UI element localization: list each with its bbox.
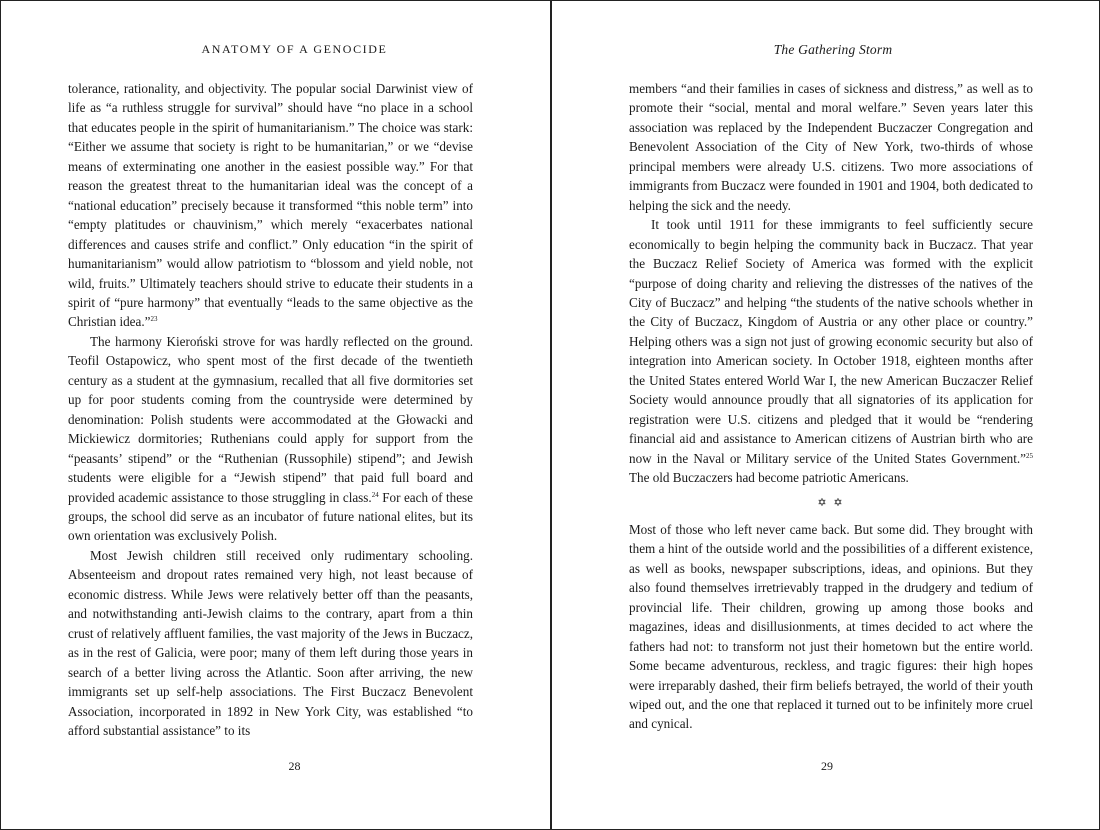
paragraph: [68, 332, 473, 546]
running-head-right: The Gathering Storm: [773, 42, 893, 57]
paragraph: [629, 79, 1033, 215]
paragraph-text: The harmony Kieroński strove for was hardly reflected on the ground. Teofil Ostapowicz, who spent most of the first decade of the twentieth century as a student at the gymnasium, recalled that all five dormitories set up for poor students coming from the countryside were determined by denomination: Polish students were accommodated at the Głowacki and Mickiewicz dormitories; Ruthenians could apply for support from the “peasants’ stipend” or the “Ruthenian (Russophile) stipend”; and Jewish students were eligible for a “Jewish stipend” that paid full board and provided academic assistance to those struggling in class.: [68, 333, 473, 505]
paragraph-text: For each of these groups, the school did serve as an incubator of future national elites, but its own orientation was exclusively Polish.: [68, 489, 473, 544]
paragraph-text: members “and their families in cases of sickness and distress,” as well as to promote their “social, mental and moral welfare.” Seven years later this association was replaced by the Independent Buczaczer Congregation and Benevolent Association of the City of New York, two-thirds of whose principal members were already U.S. citizens. Two more associations of immigrants from Buczacz were founded in 1901 and 1904, both dedicated to helping the sick and the needy.: [629, 81, 1033, 213]
right-page-body: [629, 79, 1033, 734]
footnote-ref-25[interactable]: 25: [1026, 451, 1033, 460]
paragraph-text: Most Jewish children still received only rudimentary schooling. Absenteeism and dropout rates remained very high, not least because of economic distress. While Jews were relatively better off than the peasants, and notwithstanding anti-Jewish claims to the contrary, apart from a thin crust of relatively affluent families, the vast majority of the Jews in Buczacz, as in the rest of Galicia, were poor; many of them left during those years in search of a better living across the Atlantic. Soon after arriving, the new immigrants set up self-help associations. The First Buczacz Benevolent Association, incorporated in 1892 in New York City, was established “to afford substantial assistance” to its: [68, 547, 473, 738]
footnote-ref-23[interactable]: 23: [150, 315, 158, 324]
paragraph-text: It took until 1911 for these immigrants to feel sufficiently secure economically to begin helping the community back in Buczacz. That year the Buczacz Relief Society of America was formed with the explicit “purpose of doing charity and relieving the distresses of the natives of the City of Buczacz” and helping “the students of the native schools whether in the City of Buczacz, Kingdom of Austria or any other place or country.” Helping others was a sign not just of growing economic security but also of integration into American society. In October 1918, eighteen months after the United States entered World War I, the new American Buczaczer Relief Society would announce proudly that all signatories of its application for registration were U.S. citizens and pledged that it would be “rendering financial aid and assistance to American citizens of Austrian birth who are now in the Naval or Military service of the United States Government.”: [629, 217, 1033, 466]
paragraph-text: tolerance, rationality, and objectivity. The popular social Darwinist view of life as “a ruthless struggle for survival” should have “no place in a school that educates people in the spirit of humanitarianism.” The choice was stark: “Either we assume that society is right to be humanitarian,” or we “devise means of exterminating one another in the easiest possible way.” For that reason the greatest threat to the humanitarian ideal was the concept of a “national education” precisely because it transformed “this noble term” into “empty platitudes or chauvinism,” which merely “exacerbates national differences and causes strife and conflict.” Only education “in the spirit of humanitarianism” would allow patriotism to “blossom and yield noble, not wild, fruits.” Ultimately teachers should strive to educate their students in a spirit of “pure harmony” that eventually “leads to the same objective as the Christian idea.”: [68, 81, 473, 330]
section-break-ornament: ✡ ✡: [817, 496, 845, 509]
page-number-left: 28: [288, 759, 301, 773]
right-page: [552, 1, 1100, 829]
paragraph-text: Most of those who left never came back. But some did. They brought with them a hint of the outside world and the possibilities of a different existence, as well as books, newspaper subscriptions, ideas, and opinions. But they also found themselves irretrievably trapped in the drudgery and tedium of provincial life. Their children, growing up among those books and magazines, ideas and disillusionments, at times decided to act where the fathers had not: to transform not just their hometown but the entire world. Some became adventurous, reckless, and tragic figures: their high hopes were irreparably dashed, their firm beliefs betrayed, the world of their youth wiped out, and the one that replaced it turned out to be infinitely more cruel and cynical.: [629, 521, 1033, 732]
paragraph: [68, 546, 473, 741]
paragraph: [629, 520, 1033, 734]
left-page-body: [68, 79, 473, 740]
left-page: [1, 1, 550, 829]
running-head-left: ANATOMY OF A GENOCIDE: [201, 42, 388, 56]
paragraph: [629, 215, 1033, 487]
paragraph: [68, 79, 473, 332]
paragraph-text: The old Buczaczers had become patriotic Americans.: [629, 470, 909, 486]
page-number-right: 29: [821, 759, 833, 773]
footnote-ref-24[interactable]: 24: [371, 490, 379, 499]
